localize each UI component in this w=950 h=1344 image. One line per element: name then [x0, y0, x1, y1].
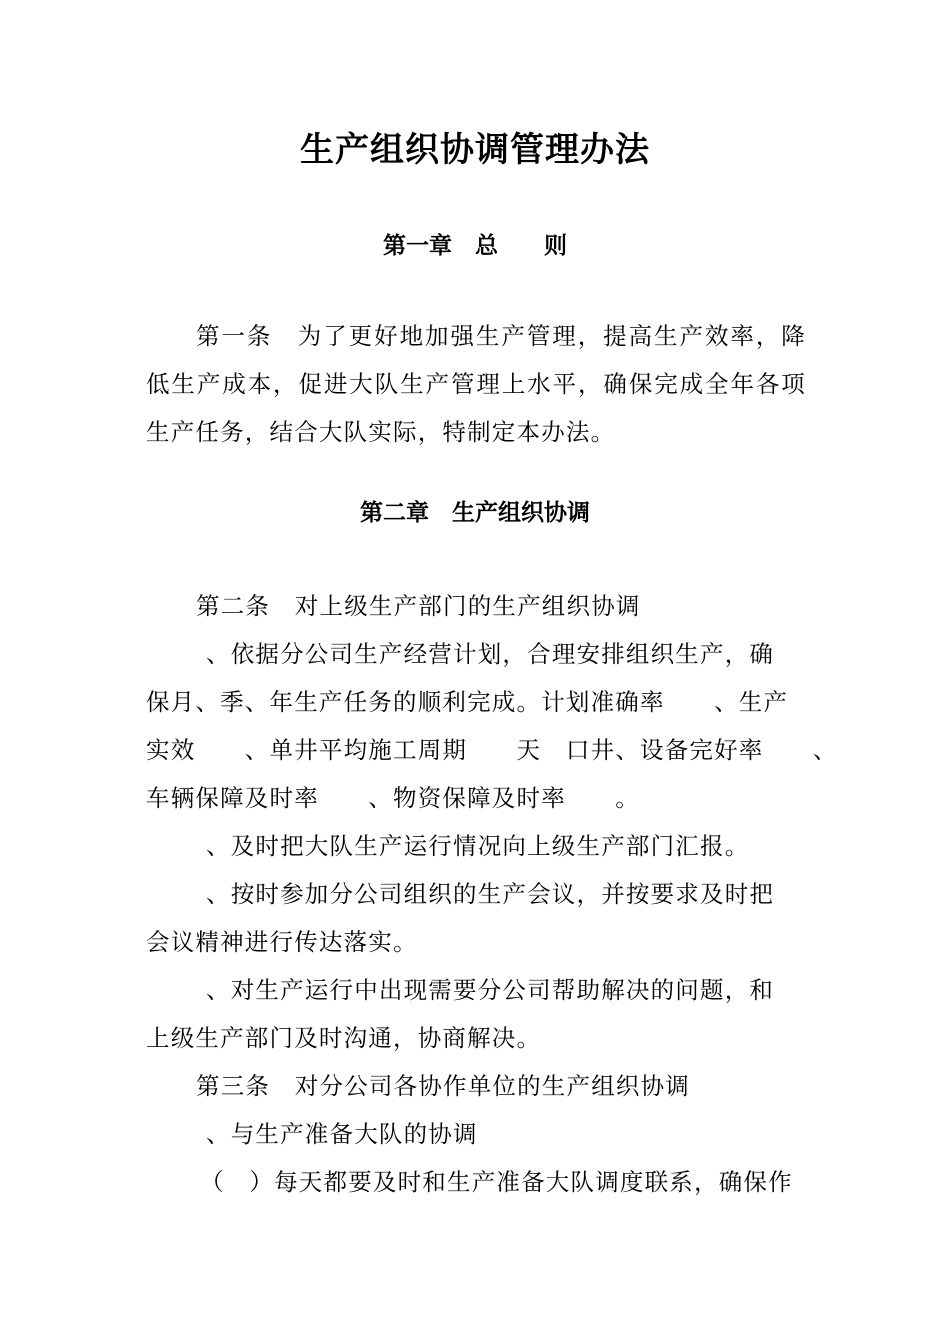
article-2-heading: 第二条 对上级生产部门的生产组织协调: [196, 592, 641, 620]
article-2-item-1-line-4: 车辆保障及时率 、物资保障及时率 。: [146, 784, 640, 812]
article-2-item-3-line-1: 、按时参加分公司组织的生产会议，并按要求及时把: [206, 880, 775, 908]
article-3-item-1: 、与生产准备大队的协调: [206, 1120, 478, 1148]
document-title: 生产组织协调管理办法: [300, 130, 650, 170]
chapter-1-heading: 第一章 总 则: [383, 233, 567, 259]
article-3-sub-item-1: （ ）每天都要及时和生产准备大队调度联系，确保作: [200, 1168, 793, 1196]
article-2-item-1-line-1: 、依据分公司生产经营计划，合理安排组织生产，确: [206, 640, 775, 668]
article-2-item-4-line-2: 上级生产部门及时沟通，协商解决。: [146, 1024, 542, 1052]
chapter-2-heading: 第二章 生产组织协调: [360, 500, 590, 526]
article-2-item-2: 、及时把大队生产运行情况向上级生产部门汇报。: [206, 832, 750, 860]
article-2-item-1-line-2: 保月、季、年生产任务的顺利完成。计划准确率 、生产: [146, 688, 789, 716]
article-2-item-4-line-1: 、对生产运行中出现需要分公司帮助解决的问题，和: [206, 976, 775, 1004]
article-2-item-3-line-2: 会议精神进行传达落实。: [146, 928, 418, 956]
article-3-heading: 第三条 对分公司各协作单位的生产组织协调: [196, 1072, 690, 1100]
article-1-paragraph: 第一条 为了更好地加强生产管理，提高生产效率，降低生产成本，促进大队生产管理上水平，确保完成全年各项生产任务，结合大队实际，特制定本办法。: [146, 322, 806, 446]
article-2-item-1-line-3: 实效 、单井平均施工周期 天 口井、设备完好率 、: [146, 736, 838, 764]
